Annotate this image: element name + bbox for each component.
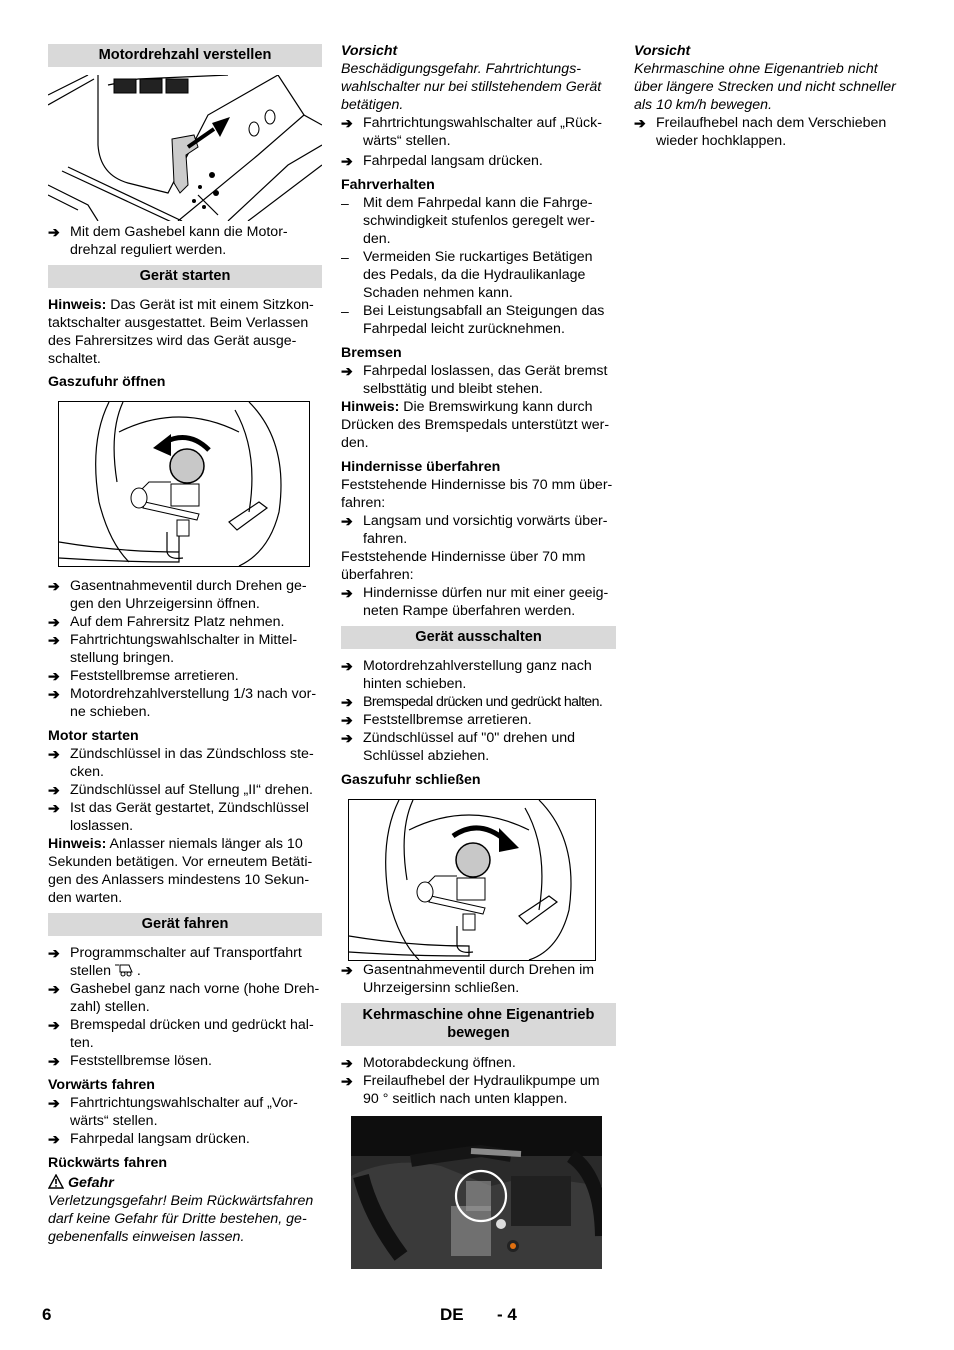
arrow-bullet-icon: ➔ [341,694,353,710]
arrow-bullet-icon: ➔ [48,224,60,240]
arrow-bullet-icon: ➔ [634,115,646,131]
step-item: ➔ Fahrtrichtungswahlschalter auf „Vor-wärts“ stellen. [48,1095,298,1129]
step-item: ➔ Feststellbremse arretieren. [341,712,532,728]
steps-gaszufuhr-oeffnen [48,577,322,721]
step-item: ➔ Fahrpedal langsam drücken. [48,1131,250,1147]
arrow-bullet-icon: ➔ [48,981,60,997]
transport-mode-icon [115,963,133,977]
subheading-gaszufuhr-schliessen: Gaszufuhr schließen [341,772,481,788]
subheading-hindernisse: Hindernisse überfahren [341,459,501,475]
step-item: ➔ Gashebel ganz nach vorne (hohe Dreh-zahl) stellen. [48,981,320,1015]
caution-heading: Vorsicht [341,43,398,59]
arrow-bullet-icon: ➔ [48,800,60,816]
list-fahrverhalten [341,194,616,338]
arrow-bullet-icon: ➔ [48,1095,60,1111]
steps-vorwaerts [48,1094,322,1148]
arrow-bullet-icon: ➔ [341,1073,353,1089]
step-item: ➔ Auf dem Fahrersitz Platz nehmen. [48,614,285,630]
steps-kehrmaschine [341,1054,616,1108]
subheading-fahrverhalten: Fahrverhalten [341,177,435,193]
steps-bremsen [341,362,616,398]
warning-triangle-icon [48,1174,64,1189]
steps-obstacles-2 [341,584,616,620]
step-item: ➔ Zündschlüssel auf Stellung „II“ drehen. [48,782,313,798]
section-heading-geraet-starten: Gerät starten [48,265,322,288]
arrow-bullet-icon: ➔ [341,153,353,169]
step-item: ➔ Mit dem Gashebel kann die Motor- drehzal reguliert werden. [48,224,288,258]
step-item: ➔ Bremspedal drücken und gedrückt halten. [341,694,603,710]
arrow-bullet-icon: ➔ [48,632,60,648]
steps-ausschalten [341,657,616,765]
language-code: DE [440,1305,464,1324]
hint-seat-switch: Hinweis: Das Gerät ist mit einem Sitzkon-taktschalter ausgestattet. Beim Verlassen des Fahrersitzes wird das Gerät ausge-schaltet. [48,297,314,367]
dash-item: – Mit dem Fahrpedal kann die Fahrge-schwindigkeit stufenlos geregelt wer-den. [341,195,595,247]
subheading-rueckwaerts: Rückwärts fahren [48,1155,168,1171]
step-item: ➔ Gasentnahmeventil durch Drehen ge-gen den Uhrzeigersinn öffnen. [48,578,307,612]
obstacles-text-2: Feststehende Hindernisse über 70 mm überfahren: [341,549,586,583]
step-item: ➔ Fahrpedal langsam drücken. [341,153,543,169]
arrow-bullet-icon: ➔ [341,115,353,131]
step-item: ➔ Freilaufhebel nach dem Verschieben wieder hochklappen. [634,115,887,149]
arrow-bullet-icon: ➔ [48,1017,60,1033]
photo-hydraulic-pump-lever [351,1116,602,1269]
step-item: ➔ Freilaufhebel der Hydraulikpumpe um 90 ° seitlich nach unten klappen. [341,1073,600,1107]
subheading-motor-starten: Motor starten [48,728,139,744]
sub-page-number: - 4 [497,1305,517,1324]
step-item: ➔ Motordrehzahlverstellung ganz nach hinten schieben. [341,658,592,692]
step-item: ➔ Zündschlüssel auf "0" drehen und Schlüssel abziehen. [341,730,575,764]
caution-text: Kehrmaschine ohne Eigenantrieb nicht über längere Strecken und nicht schneller als 10 km/h bewegen. [634,61,896,113]
valve-open-illustration [59,402,309,566]
column-middle [341,42,616,1269]
arrow-bullet-icon: ➔ [48,746,60,762]
step-item: ➔ Feststellbremse lösen. [48,1053,212,1069]
arrow-bullet-icon: ➔ [341,658,353,674]
step-item: ➔ Fahrtrichtungswahlschalter in Mittel-stellung bringen. [48,632,298,666]
steps-rueckwaerts [341,114,616,170]
step-item: ➔ Fahrtrichtungswahlschalter auf „Rück-wärts“ stellen. [341,115,602,149]
caution-text: Beschädigungsgefahr. Fahrtrichtungs-wahlschalter nur bei stillstehendem Gerät betätigen. [341,61,602,113]
section-heading-kehrmaschine: Kehrmaschine ohne Eigenantrieb bewegen [341,1003,616,1046]
figure-valve-close [348,799,596,961]
page-number: 6 [42,1305,52,1324]
subheading-vorwaerts: Vorwärts fahren [48,1077,155,1093]
arrow-bullet-icon: ➔ [48,578,60,594]
arrow-bullet-icon: ➔ [48,945,60,961]
hydraulic-pump-photo [351,1116,602,1269]
arrow-bullet-icon: ➔ [341,730,353,746]
danger-text: Verletzungsgefahr! Beim Rückwärtsfahren darf keine Gefahr für Dritte bestehen, ge-gebenenfalls einweisen lassen. [48,1193,314,1245]
arrow-bullet-icon: ➔ [48,1053,60,1069]
arrow-bullet-icon: ➔ [48,614,60,630]
arrow-bullet-icon: ➔ [48,686,60,702]
arrow-bullet-icon: ➔ [48,668,60,684]
arrow-bullet-icon: ➔ [341,363,353,379]
arrow-bullet-icon: ➔ [341,513,353,529]
steps-gaszufuhr-schliessen [341,961,616,997]
section-heading-geraet-ausschalten: Gerät ausschalten [341,626,616,649]
steps-freilaufhebel [634,114,914,150]
step-item: ➔ Zündschlüssel in das Zündschloss ste-cken. [48,746,314,780]
column-left [48,42,322,1246]
column-right [634,42,914,150]
step-item: ➔ Motorabdeckung öffnen. [341,1055,516,1071]
hint-starter: Hinweis: Anlasser niemals länger als 10 Sekunden betätigen. Vor erneutem Betäti-gen des Anlassers mindestens 10 Sekun-den warten. [48,836,313,906]
arrow-bullet-icon: ➔ [341,585,353,601]
danger-heading: Gefahr [48,1174,322,1192]
step-item: ➔ Langsam und vorsichtig vorwärts über-fahren. [341,513,608,547]
throttle-lever-illustration [48,75,322,221]
section-heading-motordrehzahl: Motordrehzahl verstellen [48,44,322,67]
hint-brake: Hinweis: Die Bremswirkung kann durch Drücken des Bremspedals unterstützt wer-den. [341,399,610,451]
figure-valve-open [58,401,310,567]
step-item: ➔ Fahrpedal loslassen, das Gerät bremst selbsttätig und bleibt stehen. [341,363,608,397]
step-item: ➔ Ist das Gerät gestartet, Zündschlüssel loslassen. [48,800,309,834]
steps-motor-starten [48,745,322,835]
steps-obstacles-1 [341,512,616,548]
steps-geraet-fahren [48,944,322,1070]
step-item: ➔ Programmschalter auf Transportfahrt stellen . [48,945,302,979]
figure-throttle-lever [48,75,322,221]
dash-item: – Bei Leistungsabfall an Steigungen das Fahrpedal leicht zurücknehmen. [341,303,605,337]
subheading-bremsen: Bremsen [341,345,402,361]
step-item: ➔ Hindernisse dürfen nur mit einer geeig-neten Rampe überfahren werden. [341,585,609,619]
arrow-bullet-icon: ➔ [341,712,353,728]
subheading-gaszufuhr-oeffnen: Gaszufuhr öffnen [48,374,166,390]
step-item: ➔ Gasentnahmeventil durch Drehen im Uhrzeigersinn schließen. [341,962,595,996]
arrow-bullet-icon: ➔ [341,1055,353,1071]
arrow-bullet-icon: ➔ [48,782,60,798]
steps-throttle [48,223,322,259]
dash-item: – Vermeiden Sie ruckartiges Betätigen des Pedals, da die Hydraulikanlage Schaden nehmen kann. [341,249,593,301]
dash-bullet-icon: – [341,195,349,211]
arrow-bullet-icon: ➔ [48,1131,60,1147]
step-item: ➔ Bremspedal drücken und gedrückt hal-ten. [48,1017,314,1051]
arrow-bullet-icon: ➔ [341,962,353,978]
step-item: ➔ Feststellbremse arretieren. [48,668,239,684]
obstacles-text-1: Feststehende Hindernisse bis 70 mm über-fahren: [341,477,613,511]
valve-close-illustration [349,800,595,960]
step-item: ➔ Motordrehzahlverstellung 1/3 nach vor-ne schieben. [48,686,317,720]
caution-heading: Vorsicht [634,43,691,59]
section-heading-geraet-fahren: Gerät fahren [48,913,322,936]
dash-bullet-icon: – [341,303,349,319]
dash-bullet-icon: – [341,249,349,265]
